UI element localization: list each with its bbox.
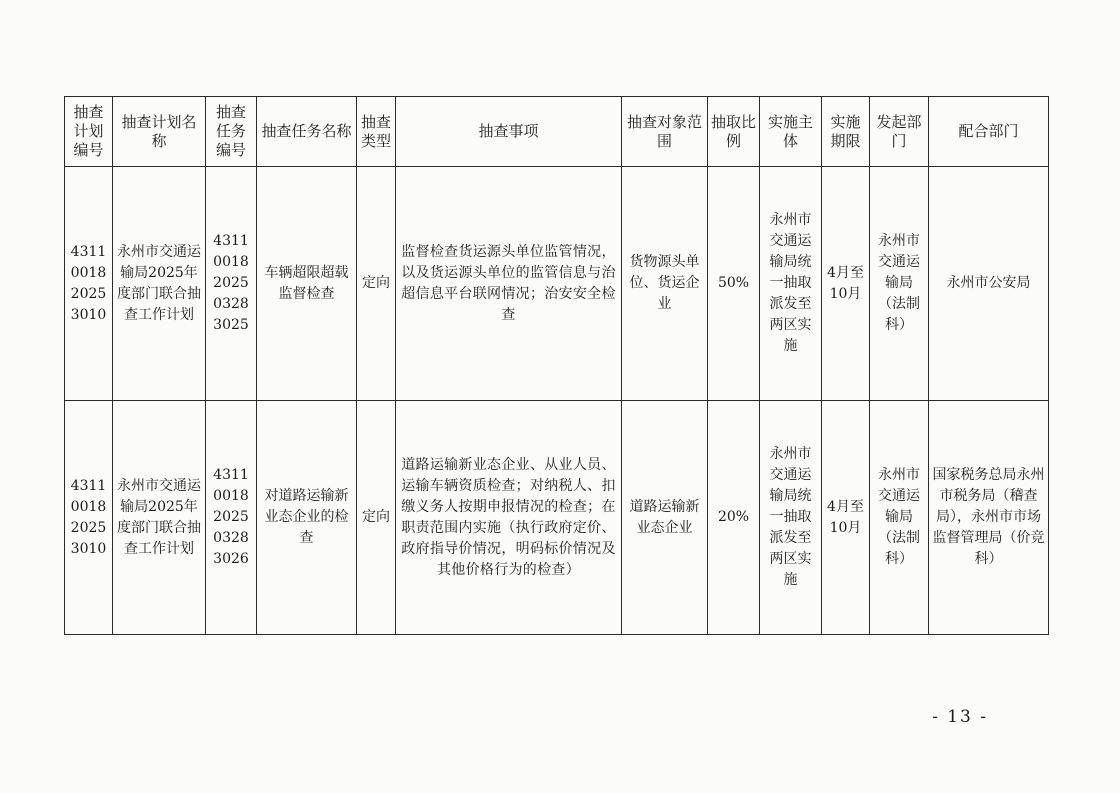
initiator-cell: 永州市交通运输局（法制科） (870, 401, 929, 635)
plan-no-cell: 431100182025301​0 (65, 401, 113, 635)
table-row (65, 401, 1049, 635)
ratio-cell: 50% (708, 167, 760, 401)
header-task-name: 抽查任务名称 (257, 97, 357, 167)
type-cell: 定向 (357, 167, 396, 401)
executor-cell: 永州市交通运输局统一抽取派发至两区实施 (760, 167, 822, 401)
period-cell: 4月至10月 (822, 401, 870, 635)
header-type: 抽查类型 (357, 97, 396, 167)
spot-check-table (64, 96, 1049, 635)
header-period: 实施期限 (822, 97, 870, 167)
header-ratio: 抽取比例 (708, 97, 760, 167)
page-number: - 13 - (932, 707, 988, 727)
items-cell: 监督检查货运源头单位监管情况，以及货运源头单位的监管信息与治超信息平台联网情况；治安安全检查 (396, 167, 622, 401)
task-no-cell: 4311001820250328​3026 (206, 401, 257, 635)
type-cell: 定向 (357, 401, 396, 635)
executor-cell: 永州市交通运输局统一抽取派发至两区实施 (760, 401, 822, 635)
header-items: 抽查事项 (396, 97, 622, 167)
plan-name-cell: 永州市交通运输局2025年度部门联合抽查工作计划 (113, 401, 206, 635)
plan-no-cell: 431100182025301​0 (65, 167, 113, 401)
cooperator-cell: 永州市公安局 (929, 167, 1049, 401)
header-task-no: 抽查任务编号 (206, 97, 257, 167)
header-plan-no: 抽查计划编号 (65, 97, 113, 167)
plan-name-cell: 永州市交通运输局2025年度部门联合抽查工作计划 (113, 167, 206, 401)
period-cell: 4月至10月 (822, 167, 870, 401)
task-name-cell: 车辆超限超载监督检查 (257, 167, 357, 401)
header-initiator: 发起部门 (870, 97, 929, 167)
header-scope: 抽查对象范围 (622, 97, 708, 167)
task-no-cell: 4311001820250328​3025 (206, 167, 257, 401)
table-header-row (65, 97, 1049, 167)
scope-cell: 道路运输新业态企业 (622, 401, 708, 635)
items-cell: 道路运输新业态企业、从业人员、运输车辆资质检查；对纳税人、扣缴义务人按期申报情况的检查；在职责范围内实施（执行政府定价、政府指导价情况，明码标价情况及其他价格行为的检查） (396, 401, 622, 635)
ratio-cell: 20% (708, 401, 760, 635)
scope-cell: 货物源头单位、货运企业 (622, 167, 708, 401)
initiator-cell: 永州市交通运输局（法制科） (870, 167, 929, 401)
header-executor: 实施主体 (760, 97, 822, 167)
cooperator-cell: 国家税务总局永州市税务局（稽查局），永州市市场监督管理局（价竞科） (929, 401, 1049, 635)
header-cooperator: 配合部门 (929, 97, 1049, 167)
table-row (65, 167, 1049, 401)
task-name-cell: 对道路运输新业态企业的检查 (257, 401, 357, 635)
header-plan-name: 抽查计划名称 (113, 97, 206, 167)
